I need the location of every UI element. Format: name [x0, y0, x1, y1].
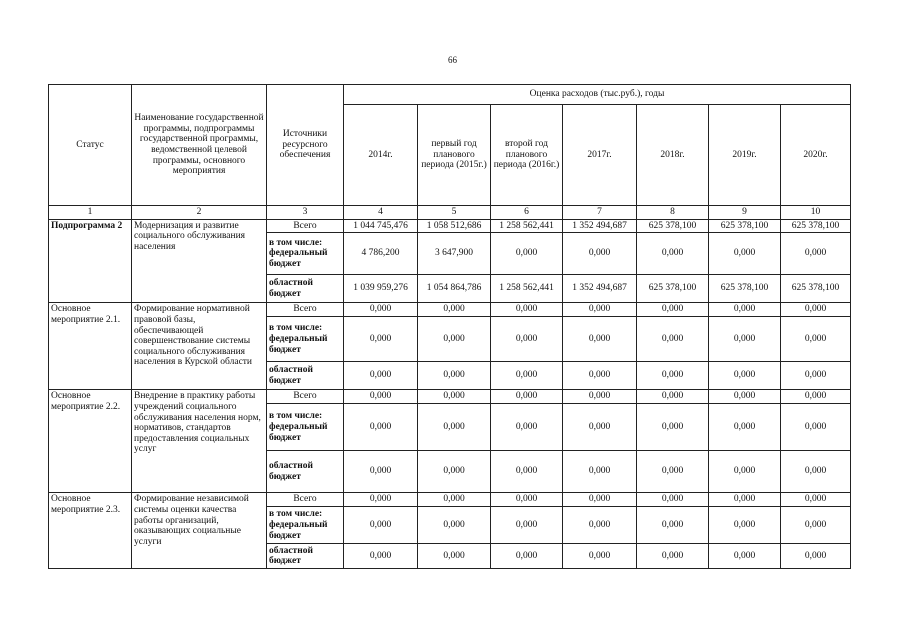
column-number: 6	[491, 206, 563, 220]
expense-value: 0,000	[709, 390, 781, 404]
expense-value: 0,000	[709, 544, 781, 569]
column-number: 1	[49, 206, 132, 220]
expense-value: 0,000	[491, 390, 563, 404]
column-number: 9	[709, 206, 781, 220]
expense-value: 0,000	[781, 493, 851, 507]
expense-value: 0,000	[491, 233, 563, 275]
expense-value: 0,000	[781, 390, 851, 404]
column-number: 3	[267, 206, 344, 220]
header-year: 2019г.	[709, 105, 781, 206]
expense-value: 0,000	[491, 303, 563, 317]
expense-value: 0,000	[491, 362, 563, 390]
funding-source: Всего	[267, 493, 344, 507]
block-name: Модернизация и развитие социального обслуживания населения	[132, 219, 267, 303]
block-name: Формирование нормативной правовой базы, обеспечивающей совершенствование системы социального обслуживания населения в Курской области	[132, 303, 267, 390]
expense-value: 1 039 959,276	[344, 275, 418, 303]
funding-source: Всего	[267, 219, 344, 233]
expense-value: 3 647,900	[418, 233, 491, 275]
expense-value: 1 258 562,441	[491, 219, 563, 233]
expense-value: 625 378,100	[709, 219, 781, 233]
expense-value: 1 054 864,786	[418, 275, 491, 303]
header-year: 2017г.	[563, 105, 637, 206]
expense-value: 0,000	[418, 544, 491, 569]
funding-source: областной бюджет	[267, 451, 344, 493]
expense-value: 0,000	[491, 493, 563, 507]
expense-value: 0,000	[344, 317, 418, 362]
expense-value: 1 352 494,687	[563, 219, 637, 233]
expense-value: 0,000	[709, 493, 781, 507]
expense-value: 4 786,200	[344, 233, 418, 275]
page-number: 66	[448, 55, 457, 65]
expense-value: 0,000	[344, 303, 418, 317]
column-number: 7	[563, 206, 637, 220]
expense-value: 0,000	[344, 544, 418, 569]
expense-value: 0,000	[563, 544, 637, 569]
budget-table	[48, 84, 851, 569]
expense-value: 0,000	[344, 404, 418, 451]
expense-value: 625 378,100	[781, 219, 851, 233]
expense-value: 625 378,100	[781, 275, 851, 303]
expense-value: 0,000	[709, 507, 781, 544]
block-status: Основное мероприятие 2.3.	[49, 493, 132, 569]
expense-value: 0,000	[344, 362, 418, 390]
expense-value: 0,000	[563, 390, 637, 404]
expense-value: 0,000	[781, 233, 851, 275]
expense-value: 0,000	[637, 451, 709, 493]
expense-value: 0,000	[709, 404, 781, 451]
expense-value: 0,000	[491, 507, 563, 544]
expense-value: 0,000	[418, 303, 491, 317]
expense-value: 0,000	[418, 362, 491, 390]
expense-value: 0,000	[781, 451, 851, 493]
funding-source: областной бюджет	[267, 362, 344, 390]
header-year: первый год планового периода (2015г.)	[418, 105, 491, 206]
expense-value: 1 258 562,441	[491, 275, 563, 303]
funding-source: Всего	[267, 390, 344, 404]
header-year: 2020г.	[781, 105, 851, 206]
funding-source: в том числе: федеральный бюджет	[267, 233, 344, 275]
expense-value: 0,000	[563, 233, 637, 275]
funding-source: Всего	[267, 303, 344, 317]
block-status: Основное мероприятие 2.2.	[49, 390, 132, 493]
column-number: 10	[781, 206, 851, 220]
expense-value: 0,000	[781, 404, 851, 451]
expense-value: 0,000	[637, 544, 709, 569]
expense-value: 0,000	[418, 507, 491, 544]
funding-source: областной бюджет	[267, 544, 344, 569]
funding-source: областной бюджет	[267, 275, 344, 303]
expense-value: 0,000	[491, 544, 563, 569]
expense-value: 0,000	[563, 362, 637, 390]
expense-value: 1 352 494,687	[563, 275, 637, 303]
header-year: второй год планового периода (2016г.)	[491, 105, 563, 206]
expense-value: 0,000	[563, 404, 637, 451]
expense-value: 0,000	[563, 507, 637, 544]
header-name: Наименование государственной программы, подпрограммы государственной программы, ведомственной целевой программы, основного мероприятия	[132, 85, 267, 206]
expense-value: 0,000	[418, 390, 491, 404]
expense-value: 1 058 512,686	[418, 219, 491, 233]
expense-value: 625 378,100	[637, 219, 709, 233]
expense-value: 0,000	[709, 362, 781, 390]
expense-value: 0,000	[418, 493, 491, 507]
header-year: 2014г.	[344, 105, 418, 206]
table-row	[49, 303, 851, 317]
column-number: 5	[418, 206, 491, 220]
expense-value: 625 378,100	[637, 275, 709, 303]
column-number: 8	[637, 206, 709, 220]
block-status: Основное мероприятие 2.1.	[49, 303, 132, 390]
expense-value: 0,000	[344, 493, 418, 507]
expense-value: 625 378,100	[709, 275, 781, 303]
expense-value: 0,000	[418, 404, 491, 451]
block-status: Подпрограмма 2	[49, 219, 132, 303]
expense-value: 0,000	[709, 317, 781, 362]
expense-value: 0,000	[637, 233, 709, 275]
block-name: Внедрение в практику работы учреждений социального обслуживания населения норм, нормативов, стандартов предоставления социальных услуг	[132, 390, 267, 493]
column-number: 2	[132, 206, 267, 220]
expense-value: 0,000	[781, 317, 851, 362]
expense-value: 0,000	[637, 507, 709, 544]
header-year: 2018г.	[637, 105, 709, 206]
expense-value: 0,000	[491, 317, 563, 362]
expense-value: 0,000	[563, 451, 637, 493]
header-source: Источники ресурсного обеспечения	[267, 85, 344, 206]
expense-value: 0,000	[563, 317, 637, 362]
expense-value: 0,000	[709, 451, 781, 493]
expense-value: 0,000	[637, 362, 709, 390]
funding-source: в том числе: федеральный бюджет	[267, 317, 344, 362]
expense-value: 0,000	[563, 303, 637, 317]
expense-value: 0,000	[781, 544, 851, 569]
header-estimate: Оценка расходов (тыс.руб.), годы	[344, 85, 851, 105]
expense-value: 0,000	[344, 451, 418, 493]
expense-value: 1 044 745,476	[344, 219, 418, 233]
expense-value: 0,000	[344, 507, 418, 544]
table-row	[49, 219, 851, 233]
header-status: Статус	[49, 85, 132, 206]
funding-source: в том числе: федеральный бюджет	[267, 404, 344, 451]
expense-value: 0,000	[781, 303, 851, 317]
table-row	[49, 390, 851, 404]
expense-value: 0,000	[418, 317, 491, 362]
expense-value: 0,000	[637, 303, 709, 317]
expense-value: 0,000	[709, 233, 781, 275]
expense-value: 0,000	[418, 451, 491, 493]
expense-value: 0,000	[709, 303, 781, 317]
expense-value: 0,000	[563, 493, 637, 507]
expense-value: 0,000	[344, 390, 418, 404]
expense-value: 0,000	[637, 317, 709, 362]
expense-value: 0,000	[781, 507, 851, 544]
expense-value: 0,000	[637, 493, 709, 507]
expense-value: 0,000	[637, 390, 709, 404]
expense-value: 0,000	[781, 362, 851, 390]
expense-value: 0,000	[491, 404, 563, 451]
column-number: 4	[344, 206, 418, 220]
block-name: Формирование независимой системы оценки качества работы организаций, оказывающих социальные услуги	[132, 493, 267, 569]
expense-value: 0,000	[491, 451, 563, 493]
table-row	[49, 493, 851, 507]
expense-value: 0,000	[637, 404, 709, 451]
funding-source: в том числе: федеральный бюджет	[267, 507, 344, 544]
